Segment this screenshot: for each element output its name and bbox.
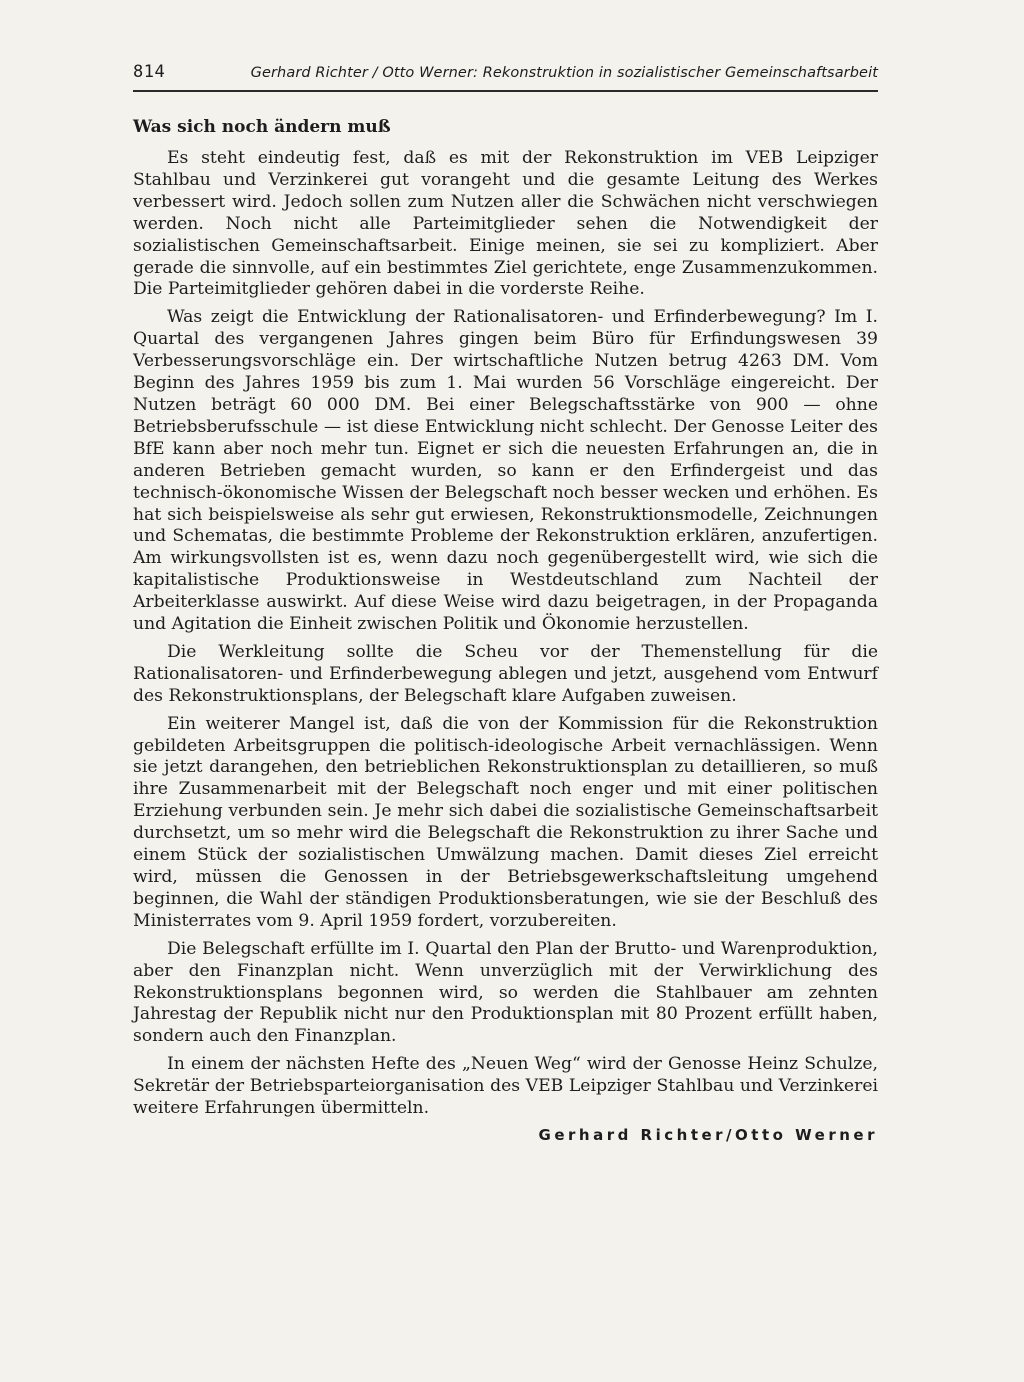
article-body: [133, 116, 878, 1144]
paragraph: Die Werkleitung sollte die Scheu vor der Themenstellung für die Rationalisatoren- und Erfinderbewegung ablegen und jetzt, ausgehend vom Entwurf des Rekonstruktionsplans, der Belegschaft klare Aufgaben zuweisen.: [133, 641, 878, 706]
running-title: Gerhard Richter / Otto Werner: Rekonstruktion in sozialistischer Gemeinschaftsarbeit: [250, 65, 878, 81]
paragraph: In einem der nächsten Hefte des „Neuen Weg“ wird der Genosse Heinz Schulze, Sekretär der Betriebsparteiorganisation des VEB Leipziger Stahlbau und Verzinkerei weitere Erfahrungen übermitteln.: [133, 1054, 878, 1119]
paragraph: Was zeigt die Entwicklung der Rationalisatoren- und Erfinderbewegung? Im I. Quartal des vergangenen Jahres gingen beim Büro für Erfindungswesen 39 Verbesserungsvorschläge ein. Der wirtschaftliche Nutzen betrug 4263 DM. Vom Beginn des Jahres 1959 bis zum 1. Mai wurden 56 Vorschläge eingereicht. Der Nutzen beträgt 60 000 DM. Bei einer Belegschaftsstärke von 900 — ohne Betriebsberufsschule — ist diese Entwicklung nicht schlecht. Der Genosse Leiter des BfE kann aber noch mehr tun. Eignet er sich die neuesten Erfahrungen an, die in anderen Betrieben gemacht wurden, so kann er den Erfindergeist und das technisch-ökonomische Wissen der Belegschaft noch besser wecken und erhöhen. Es hat sich beispielsweise als sehr gut erwiesen, Rekonstruktionsmodelle, Zeichnungen und Schematas, die bestimmte Probleme der Rekonstruktion erklären, anzufertigen. Am wirkungsvollsten ist es, wenn dazu noch gegenübergestellt wird, wie sich die kapitalistische Produktionsweise in Westdeutschland zum Nachteil der Arbeiterklasse auswirkt. Auf diese Weise wird dazu beigetragen, in der Propaganda und Agitation die Einheit zwischen Politik und Ökonomie herzustellen.: [133, 307, 878, 635]
paragraph: Es steht eindeutig fest, daß es mit der Rekonstruktion im VEB Leipziger Stahlbau und Verzinkerei gut vorangeht und die gesamte Leitung des Werkes verbessert wird. Jedoch sollen zum Nutzen aller die Schwächen nicht verschwiegen werden. Noch nicht alle Parteimitglieder sehen die Notwendigkeit der sozialistischen Gemeinschaftsarbeit. Einige meinen, sie sei zu kompliziert. Aber gerade die sinnvolle, auf ein bestimmtes Ziel gerichtete, enge Zusammenzukommen. Die Parteimitglieder gehören dabei in die vorderste Reihe.: [133, 148, 878, 300]
running-header: [133, 62, 878, 92]
author-signature: Gerhard Richter/Otto Werner: [538, 1125, 878, 1144]
paragraph: Die Belegschaft erfüllte im I. Quartal den Plan der Brutto- und Warenproduktion, aber den Finanzplan nicht. Wenn unverzüglich mit der Verwirklichung des Rekonstruktionsplans begonnen wird, so werden die Stahlbauer am zehnten Jahrestag der Republik nicht nur den Produktionsplan mit 80 Prozent erfüllt haben, sondern auch den Finanzplan.: [133, 938, 878, 1047]
header-rule: [133, 90, 878, 92]
paragraph: Ein weiterer Mangel ist, daß die von der Kommission für die Rekonstruktion gebildeten Arbeitsgruppen die politisch-ideologische Arbeit vernachlässigen. Wenn sie jetzt darangehen, den betrieblichen Rekonstruktionsplan zu detaillieren, so muß ihre Zusammenarbeit mit der Belegschaft noch enger und mit einer politischen Erziehung verbunden sein. Je mehr sich dabei die sozialistische Gemeinschaftsarbeit durchsetzt, um so mehr wird die Belegschaft die Rekonstruktion zu ihrer Sache und einem Stück der sozialistischen Umwälzung machen. Damit dieses Ziel erreicht wird, müssen die Genossen in der Betriebsgewerkschaftsleitung umgehend beginnen, die Wahl der ständigen Produktionsberatungen, wie sie der Beschluß des Ministerrates vom 9. April 1959 fordert, vorzubereiten.: [133, 713, 878, 931]
section-heading: Was sich noch ändern muß: [133, 117, 391, 137]
page-number: 814: [133, 62, 166, 82]
